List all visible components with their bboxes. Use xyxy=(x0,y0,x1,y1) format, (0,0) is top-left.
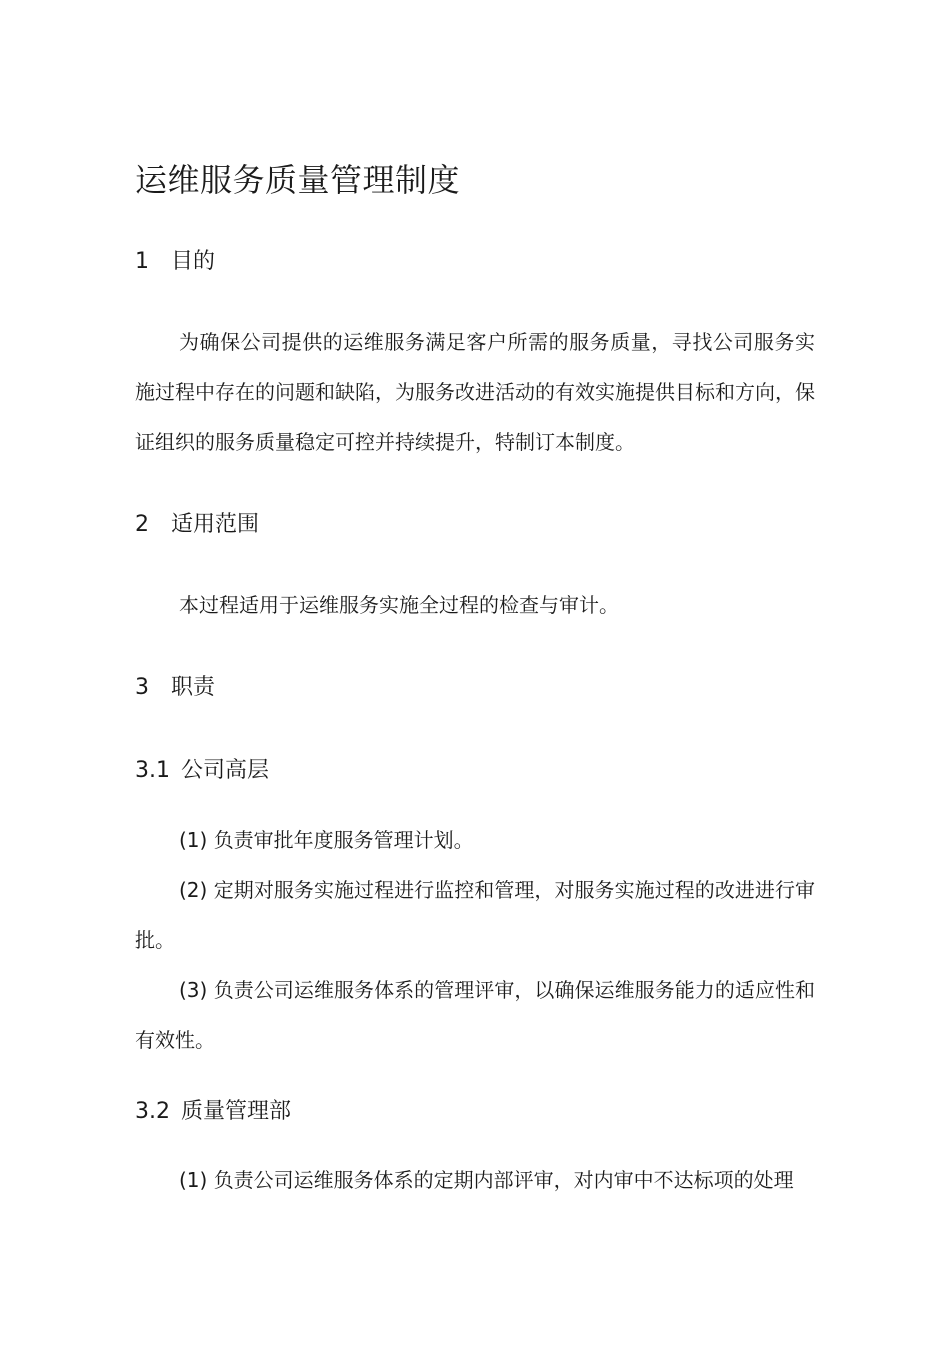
subsection-number: 3.2 xyxy=(135,1099,170,1124)
section-number: 1 xyxy=(135,249,149,274)
subsection-number: 3.1 xyxy=(135,758,170,783)
section-heading-1 xyxy=(135,247,215,277)
subsection-heading-3-1 xyxy=(135,756,269,786)
section-heading-2 xyxy=(135,510,259,540)
list-item: (1) 负责审批年度服务管理计划。 xyxy=(179,828,474,852)
section-number: 3 xyxy=(135,675,149,700)
subsection-title: 公司高层 xyxy=(181,758,270,783)
list-item: (1) 负责公司运维服务体系的定期内部评审，对内审中不达标项的处理 xyxy=(179,1168,794,1192)
section-paragraph-2: 本过程适用于运维服务实施全过程的检查与审计。 xyxy=(179,593,619,617)
list-item: (3) 负责公司运维服务体系的管理评审，以确保运维服务能力的适应性和有效性。 xyxy=(135,978,815,1052)
section-title: 目的 xyxy=(171,249,216,274)
document-title: 运维服务质量管理制度 xyxy=(135,161,461,199)
section-title: 适用范围 xyxy=(171,512,260,537)
section-number: 2 xyxy=(135,512,149,537)
section-title: 职责 xyxy=(171,675,216,700)
subsection-heading-3-2 xyxy=(135,1097,291,1127)
section-paragraph-1: 为确保公司提供的运维服务满足客户所需的服务质量，寻找公司服务实施过程中存在的问题和缺陷，为服务改进活动的有效实施提供目标和方向，保证组织的服务质量稳定可控并持续提升，特制订本制度。 xyxy=(135,330,815,454)
section-heading-3 xyxy=(135,673,215,703)
subsection-title: 质量管理部 xyxy=(181,1099,292,1124)
list-item: (2) 定期对服务实施过程进行监控和管理，对服务实施过程的改进进行审批。 xyxy=(135,878,815,952)
